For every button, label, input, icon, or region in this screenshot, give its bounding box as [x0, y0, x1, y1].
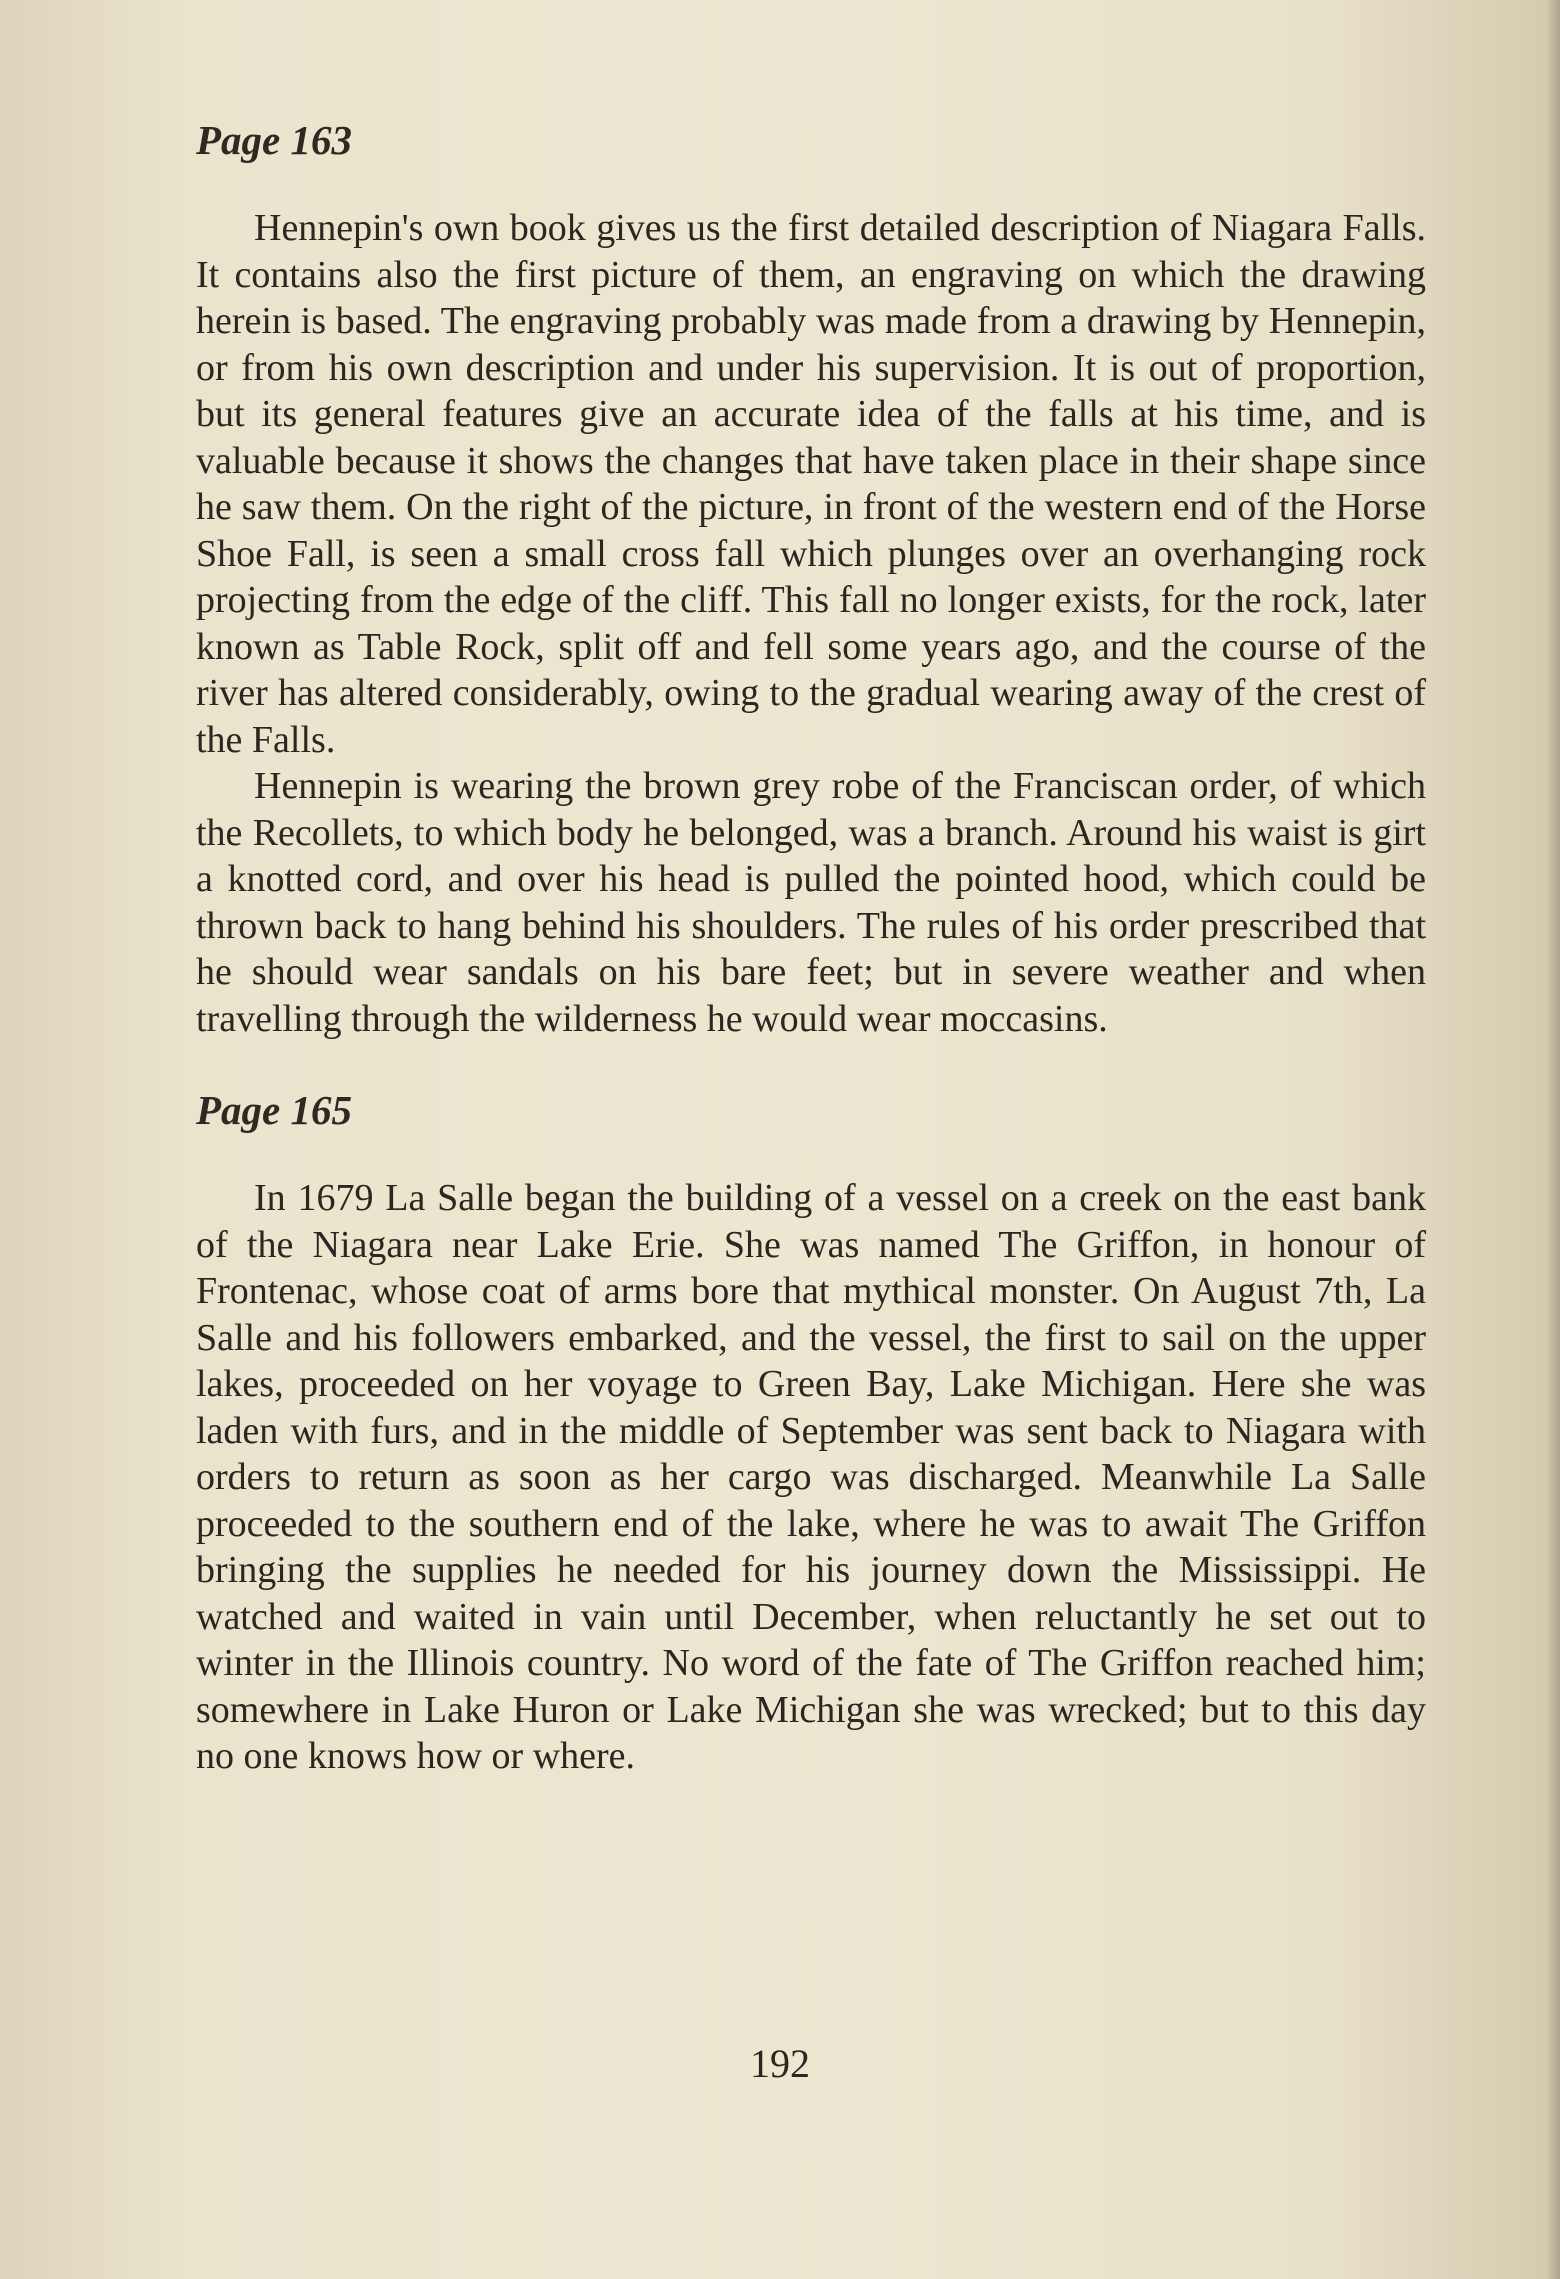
section-heading: Page 165 — [196, 1087, 352, 1133]
paragraph: Hennepin is wearing the brown grey robe of the Franciscan order, of which the Recollets, to which body he belonged, was a branch. Around his waist is girt a knotted cord, and over his head is pulled the pointed hood, which could be thrown back to hang behind his shoulders. The rules of his order prescribed that he should wear sandals on his bare feet; but in severe weather and when travelling through the wilderness he would wear moccasins. — [196, 765, 1426, 1040]
section-page-163 — [196, 117, 1426, 1042]
page-number: 192 — [750, 2041, 810, 2086]
paragraph: Hennepin's own book gives us the first detailed description of Niagara Falls. It contains also the first picture of them, an engraving on which the drawing herein is based. The engraving probably was made from a drawing by Hennepin, or from his own description and under his supervision. It is out of proportion, but its general features give an accurate idea of the falls at his time, and is valuable because it shows the changes that have taken place in their shape since he saw them. On the right of the picture, in front of the western end of the Horse Shoe Fall, is seen a small cross fall which plunges over an overhanging rock projecting from the edge of the cliff. This fall no longer exists, for the rock, later known as Table Rock, split off and fell some years ago, and the course of the river has altered considerably, owing to the gradual wearing away of the crest of the Falls. — [196, 207, 1426, 761]
text-block — [196, 117, 1426, 1780]
section-heading: Page 163 — [196, 117, 352, 163]
page-edge-shadow — [1546, 0, 1560, 2279]
paragraph: In 1679 La Salle began the building of a vessel on a creek on the east bank of the Niagara near Lake Erie. She was named The Griffon, in honour of Frontenac, whose coat of arms bore that mythical monster. On August 7th, La Salle and his followers embarked, and the vessel, the first to sail on the upper lakes, proceeded on her voyage to Green Bay, Lake Michigan. Here she was laden with furs, and in the middle of September was sent back to Niagara with orders to return as soon as her cargo was discharged. Meanwhile La Salle proceeded to the southern end of the lake, where he was to await The Griffon bringing the supplies he needed for his journey down the Mississippi. He watched and waited in vain until December, when reluctantly he set out to winter in the Illinois country. No word of the fate of The Griffon reached him; somewhere in Lake Huron or Lake Michigan she was wrecked; but to this day no one knows how or where. — [196, 1177, 1426, 1777]
section-page-165 — [196, 1087, 1426, 1780]
